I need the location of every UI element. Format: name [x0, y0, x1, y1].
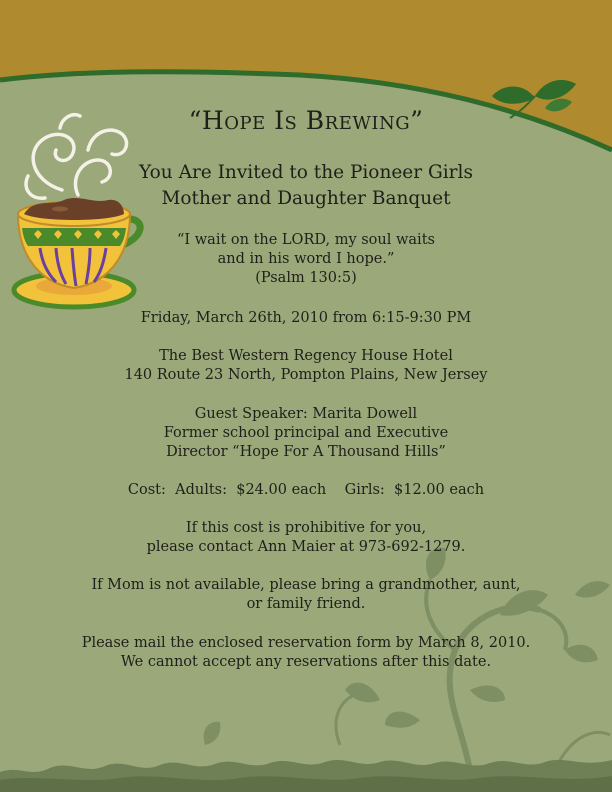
mail-note-1: Please mail the enclosed reservation form by March 8, 2010. [81, 635, 531, 651]
verse-reference: (Psalm 130:5) [255, 270, 357, 286]
venue-address: 140 Route 23 North, Pompton Plains, New Jersey [124, 367, 488, 383]
invite-line-2: Mother and Daughter Banquet [161, 188, 451, 209]
speaker-name: Guest Speaker: Marita Dowell [194, 406, 418, 422]
mail-note-2: We cannot accept any reservations after this date. [120, 654, 492, 670]
mom-note-2: or family friend. [246, 596, 366, 612]
verse-line-2: and in his word I hope.” [217, 251, 395, 267]
speaker-bio-1: Former school principal and Executive [163, 425, 449, 441]
invite-line-1: You Are Invited to the Pioneer Girls [139, 162, 473, 183]
contact-line-2: please contact Ann Maier at 973-692-1279. [146, 539, 466, 555]
speaker-bio-2: Director “Hope For A Thousand Hills” [166, 444, 446, 460]
cost-line: Cost: Adults: $24.00 each Girls: $12.00 each [127, 482, 485, 498]
venue-name: The Best Western Regency House Hotel [159, 348, 453, 364]
verse-line-1: “I wait on the LORD, my soul waits [177, 232, 435, 248]
event-date: Friday, March 26th, 2010 from 6:15-9:30 PM [140, 310, 472, 326]
invitation-title: “Hope Is Brewing” [188, 106, 424, 135]
mom-note-1: If Mom is not available, please bring a grandmother, aunt, [91, 577, 521, 593]
contact-line-1: If this cost is prohibitive for you, [185, 520, 427, 536]
